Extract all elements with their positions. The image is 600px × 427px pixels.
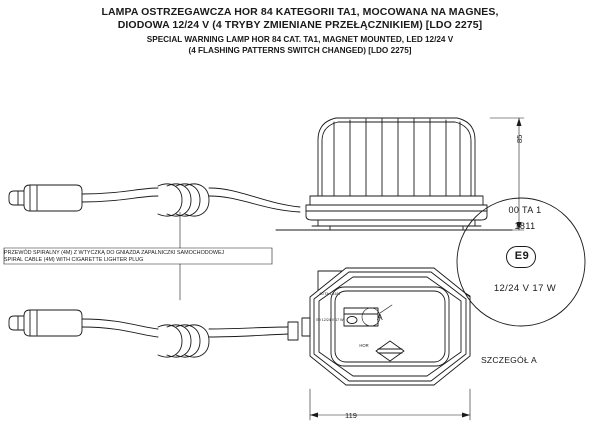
note-cable-en: SPIRAL CABLE (4M) WITH CIGARETTE LIGHTER PLUG — [4, 257, 144, 263]
title-line-3: SPECIAL WARNING LAMP HOR 84 CAT. TA1, MAGNET MOUNTED, LED 12/24 V — [146, 35, 454, 44]
brand-mark: HOR — [359, 343, 369, 348]
detail-approval-code: 00 TA 1 — [508, 205, 542, 215]
cable-assembly-bottom — [9, 310, 298, 357]
dimension-width-label: 119 — [345, 411, 357, 420]
detail-rating: 12/24 V 17 W — [493, 283, 557, 294]
detail-approval-number: 1811 — [514, 221, 536, 231]
note-cable-pl: PRZEWÓD SPIRALNY (4M) Z WTYCZKĄ DO GNIAZDA ZAPALNICZKI SAMOCHODOWEJ — [4, 250, 225, 256]
e-mark-label: E9 — [514, 250, 530, 262]
cable-assembly-top — [9, 184, 300, 216]
top-view-mark-upper: 00 TA 1 1811 — [319, 292, 341, 296]
title-line-1: LAMPA OSTRZEGAWCZA HOR 84 KATEGORII TA1, MOCOWANA NA MAGNES, — [101, 6, 499, 18]
e-mark-badge — [506, 246, 536, 268]
top-view-mark-lower: E9 12/24 V 17 W — [316, 318, 344, 322]
title-line-4: (4 FLASHING PATTERNS SWITCH CHANGED) [LDO 2275] — [188, 46, 412, 55]
title-line-2: DIODOWA 12/24 V (4 TRYBY ZMIENIANE PRZEŁĄCZNIKIEM) [LDO 2275] — [117, 19, 483, 31]
detail-a-label: SZCZEGÓŁ A — [481, 355, 537, 365]
callout-letter: A — [377, 312, 383, 322]
lamp-top-view — [302, 268, 470, 385]
dimension-height-label: 85 — [515, 134, 524, 143]
